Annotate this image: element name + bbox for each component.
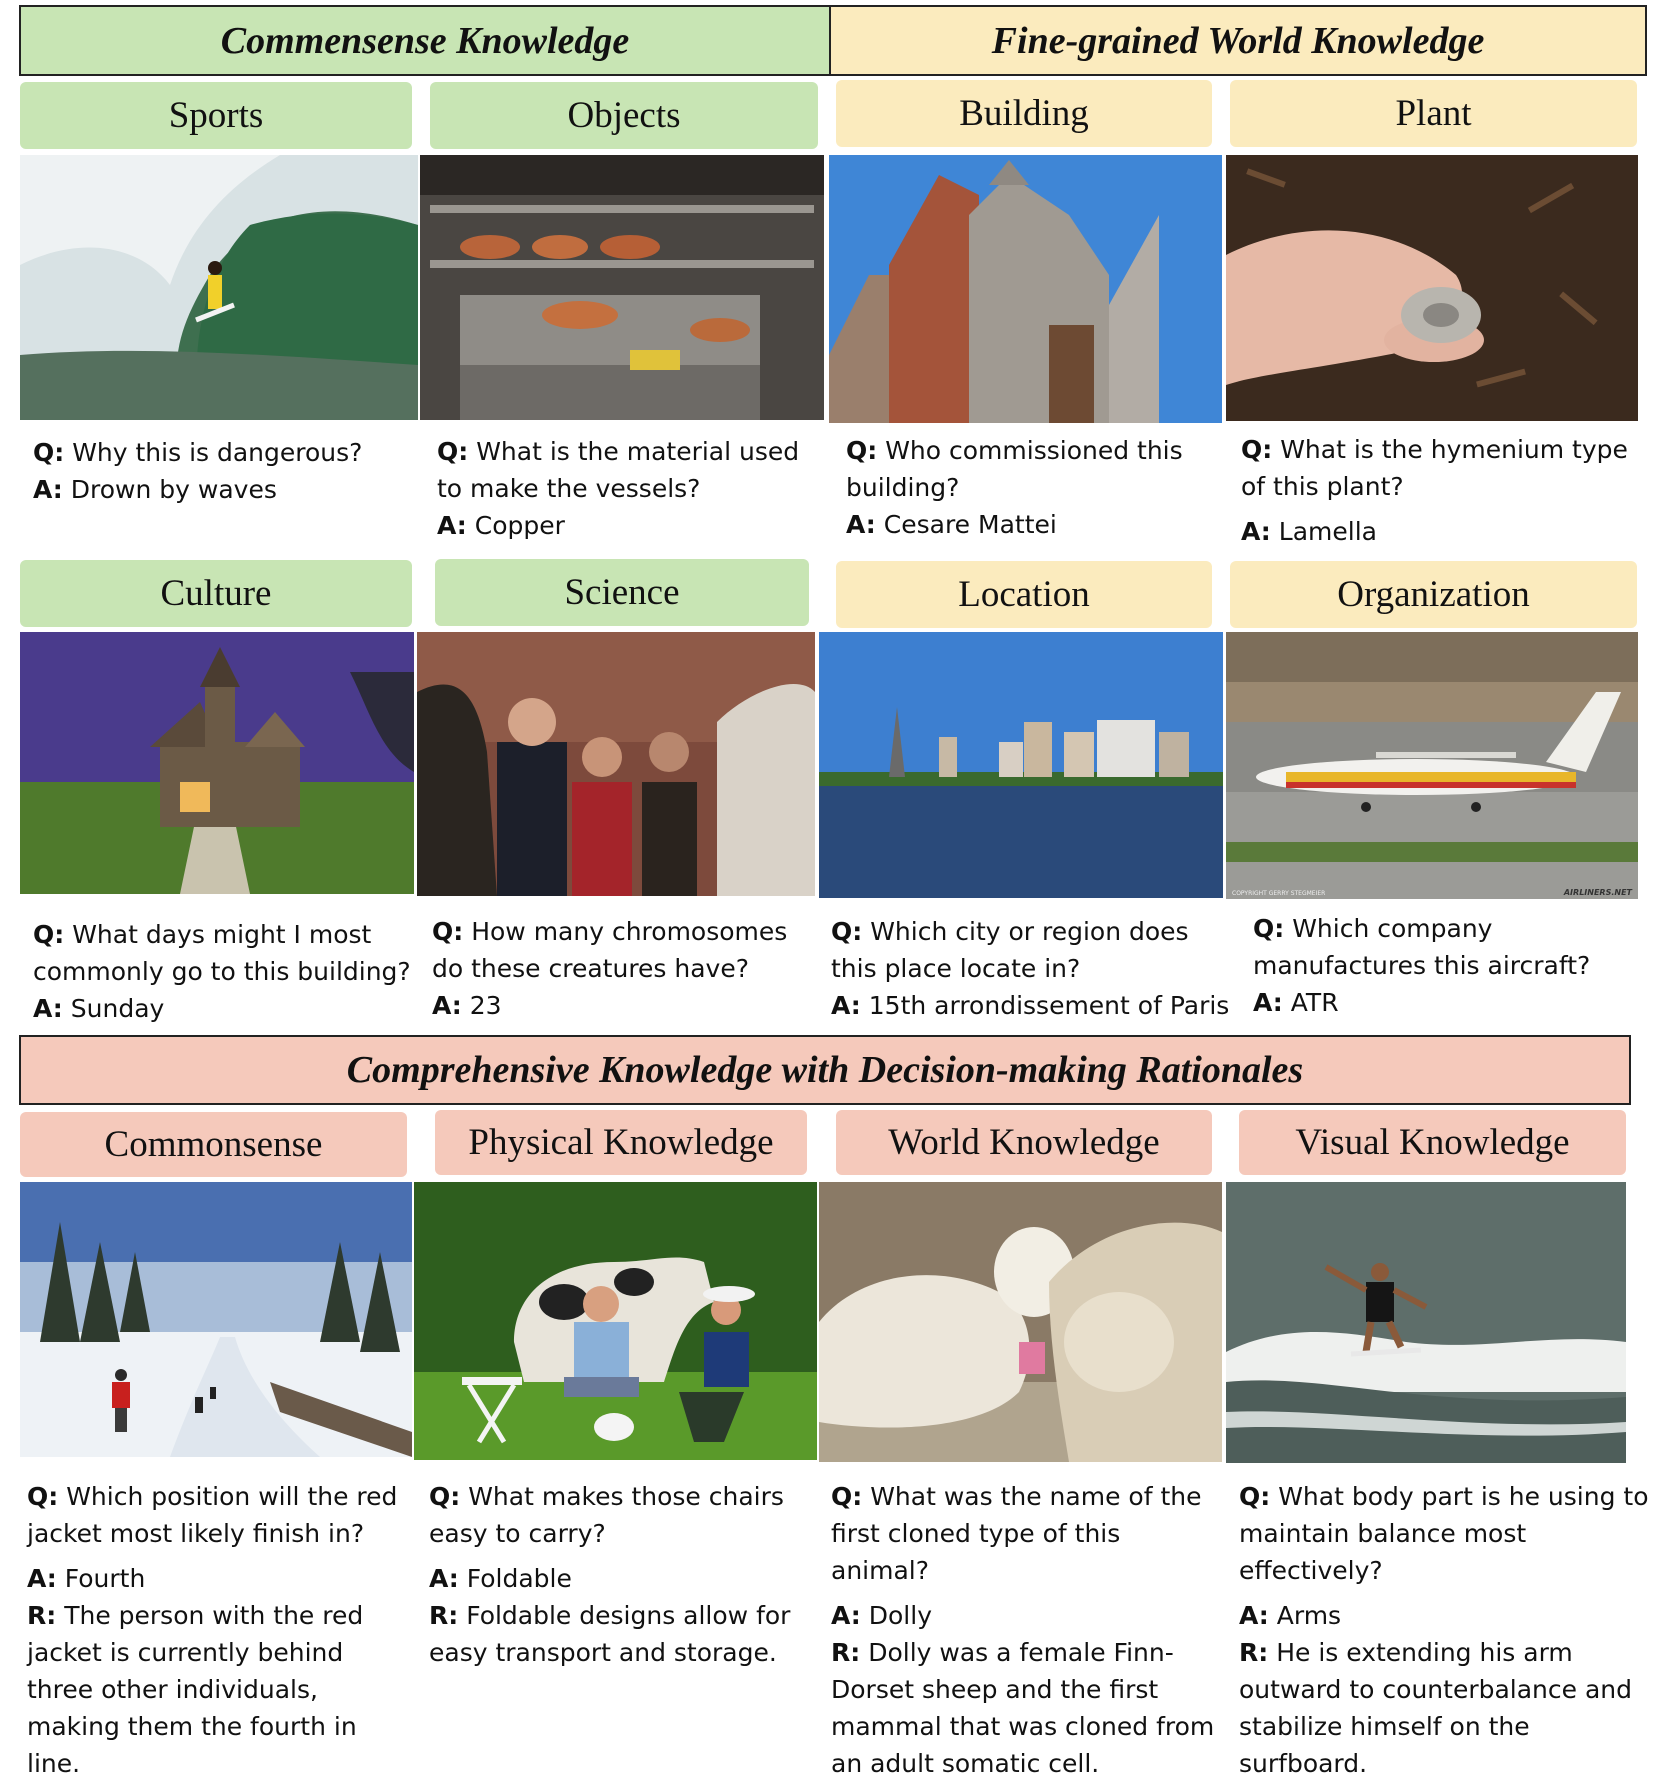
question-text: Which city or region does this place locate in? xyxy=(831,917,1189,983)
qa-science xyxy=(432,913,812,1024)
q-label: Q: xyxy=(429,1482,461,1511)
q-label: Q: xyxy=(27,1482,59,1511)
qa-plant xyxy=(1241,431,1641,550)
category-physical-knowledge: Physical Knowledge xyxy=(435,1110,807,1175)
qa-objects xyxy=(437,433,829,544)
surfer-arms-out-photo xyxy=(1226,1182,1626,1463)
category-sports: Sports xyxy=(20,82,412,149)
qa-organization xyxy=(1253,910,1643,1021)
a-label: A: xyxy=(831,1601,861,1630)
a-label: A: xyxy=(437,511,467,540)
qa-location xyxy=(831,913,1231,1024)
category-location: Location xyxy=(836,561,1212,628)
category-building: Building xyxy=(836,80,1212,147)
cow-and-couple-chairs-photo xyxy=(414,1182,817,1460)
qa-building xyxy=(846,432,1226,543)
category-world-knowledge: World Knowledge xyxy=(836,1110,1212,1175)
answer-text: 15th arrondissement of Paris xyxy=(868,991,1230,1020)
qa-answer xyxy=(429,1560,819,1597)
qa-answer xyxy=(1239,1597,1649,1634)
answer-text: Copper xyxy=(474,511,565,540)
question-text: What was the name of the first cloned type of this animal? xyxy=(831,1482,1202,1585)
qa-question xyxy=(33,916,423,990)
q-label: Q: xyxy=(437,437,469,466)
category-organization: Organization xyxy=(1230,561,1637,628)
answer-text: 23 xyxy=(469,991,502,1020)
qa-physical-knowledge xyxy=(429,1478,819,1671)
q-label: Q: xyxy=(831,917,863,946)
qa-culture xyxy=(33,916,423,1027)
a-label: A: xyxy=(432,991,462,1020)
a-label: A: xyxy=(1241,517,1271,546)
category-commonsense: Commonsense xyxy=(20,1112,407,1177)
qa-rationale xyxy=(1239,1634,1649,1782)
a-label: A: xyxy=(429,1564,459,1593)
qa-question xyxy=(1253,910,1643,984)
q-label: Q: xyxy=(846,436,878,465)
question-text: What makes those chairs easy to carry? xyxy=(429,1482,784,1548)
question-text: What is the material used to make the vessels? xyxy=(437,437,800,503)
section-title-commonsense: Commensense Knowledge xyxy=(19,5,831,76)
mushroom-on-finger-photo xyxy=(1226,155,1638,421)
surfer-in-wave-photo xyxy=(20,155,418,420)
a-label: A: xyxy=(33,994,63,1023)
qa-visual-knowledge xyxy=(1239,1478,1649,1782)
qa-answer xyxy=(432,987,812,1024)
qa-answer xyxy=(1253,984,1643,1021)
qa-answer xyxy=(437,507,829,544)
qa-question xyxy=(831,913,1231,987)
paris-seine-skyline-photo xyxy=(819,632,1223,898)
q-label: Q: xyxy=(33,920,65,949)
a-label: A: xyxy=(1253,988,1283,1017)
qa-question xyxy=(33,434,413,471)
category-science: Science xyxy=(435,559,809,626)
q-label: Q: xyxy=(1239,1482,1271,1511)
qa-commonsense xyxy=(27,1478,417,1782)
photo-copyright-caption: COPYRIGHT GERRY STEGMEIER xyxy=(1232,890,1326,897)
brick-castle-tower-photo xyxy=(829,155,1222,423)
qa-rationale xyxy=(831,1634,1221,1782)
qa-sports xyxy=(33,434,413,508)
qa-answer xyxy=(1241,513,1641,550)
answer-text: Drown by waves xyxy=(70,475,277,504)
question-text: Why this is dangerous? xyxy=(72,438,363,467)
question-text: How many chromosomes do these creatures have? xyxy=(432,917,788,983)
answer-text: Fourth xyxy=(64,1564,146,1593)
qa-rationale xyxy=(27,1597,417,1782)
r-label: R: xyxy=(1239,1638,1269,1667)
a-label: A: xyxy=(831,991,861,1020)
a-label: A: xyxy=(846,510,876,539)
chapel-at-dusk-photo xyxy=(20,632,414,894)
r-label: R: xyxy=(429,1601,459,1630)
answer-text: Foldable xyxy=(466,1564,572,1593)
qa-rationale xyxy=(429,1597,819,1671)
qa-answer xyxy=(27,1560,417,1597)
qa-answer xyxy=(33,990,423,1027)
section-title-world-knowledge: Fine-grained World Knowledge xyxy=(829,5,1647,76)
question-text: What days might I most commonly go to this building? xyxy=(33,920,411,986)
qa-answer xyxy=(846,506,1226,543)
sheep-and-lamb-photo xyxy=(819,1182,1222,1462)
rationale-text: The person with the red jacket is currently behind three other individuals, making them the fourth in line. xyxy=(27,1601,364,1778)
section-title-comprehensive: Comprehensive Knowledge with Decision-making Rationales xyxy=(19,1035,1631,1105)
q-label: Q: xyxy=(432,917,464,946)
answer-text: Arms xyxy=(1276,1601,1342,1630)
rationale-text: Dolly was a female Finn-Dorset sheep and the first mammal that was cloned from an adult somatic cell. xyxy=(831,1638,1215,1778)
q-label: Q: xyxy=(33,438,65,467)
group-of-people-photo xyxy=(417,632,815,896)
answer-text: Lamella xyxy=(1278,517,1377,546)
q-label: Q: xyxy=(1253,914,1285,943)
category-culture: Culture xyxy=(20,560,412,627)
qa-question xyxy=(831,1478,1221,1589)
qa-answer xyxy=(33,471,413,508)
qa-question xyxy=(1239,1478,1649,1589)
qa-answer xyxy=(831,1597,1221,1634)
a-label: A: xyxy=(27,1564,57,1593)
qa-answer xyxy=(831,987,1231,1024)
answer-text: Sunday xyxy=(70,994,165,1023)
q-label: Q: xyxy=(1241,435,1273,464)
question-text: Which position will the red jacket most likely finish in? xyxy=(27,1482,398,1548)
a-label: A: xyxy=(1239,1601,1269,1630)
question-text: Which company manufactures this aircraft? xyxy=(1253,914,1591,980)
qa-question xyxy=(27,1478,417,1552)
question-text: What is the hymenium type of this plant? xyxy=(1241,435,1628,501)
answer-text: Dolly xyxy=(868,1601,932,1630)
answer-text: Cesare Mattei xyxy=(883,510,1057,539)
qa-question xyxy=(429,1478,819,1552)
qa-world-knowledge xyxy=(831,1478,1221,1782)
category-objects: Objects xyxy=(430,82,818,149)
snowy-trail-hikers-photo xyxy=(20,1182,412,1457)
rationale-text: He is extending his arm outward to counterbalance and stabilize himself on the surfboard. xyxy=(1239,1638,1633,1778)
q-label: Q: xyxy=(831,1482,863,1511)
qa-question xyxy=(437,433,829,507)
qa-question xyxy=(432,913,812,987)
category-visual-knowledge: Visual Knowledge xyxy=(1239,1110,1626,1175)
question-text: Who commissioned this building? xyxy=(846,436,1183,502)
turboprop-aircraft-photo xyxy=(1226,632,1638,899)
r-label: R: xyxy=(27,1601,57,1630)
a-label: A: xyxy=(33,475,63,504)
r-label: R: xyxy=(831,1638,861,1667)
question-text: What body part is he using to maintain balance most effectively? xyxy=(1239,1482,1649,1585)
qa-question xyxy=(1241,431,1641,505)
answer-text: ATR xyxy=(1290,988,1339,1017)
photo-watermark: AIRLINERS.NET xyxy=(1563,888,1632,897)
copper-pots-kitchen-photo xyxy=(420,155,824,420)
rationale-text: Foldable designs allow for easy transport and storage. xyxy=(429,1601,791,1667)
category-plant: Plant xyxy=(1230,80,1637,147)
qa-question xyxy=(846,432,1226,506)
